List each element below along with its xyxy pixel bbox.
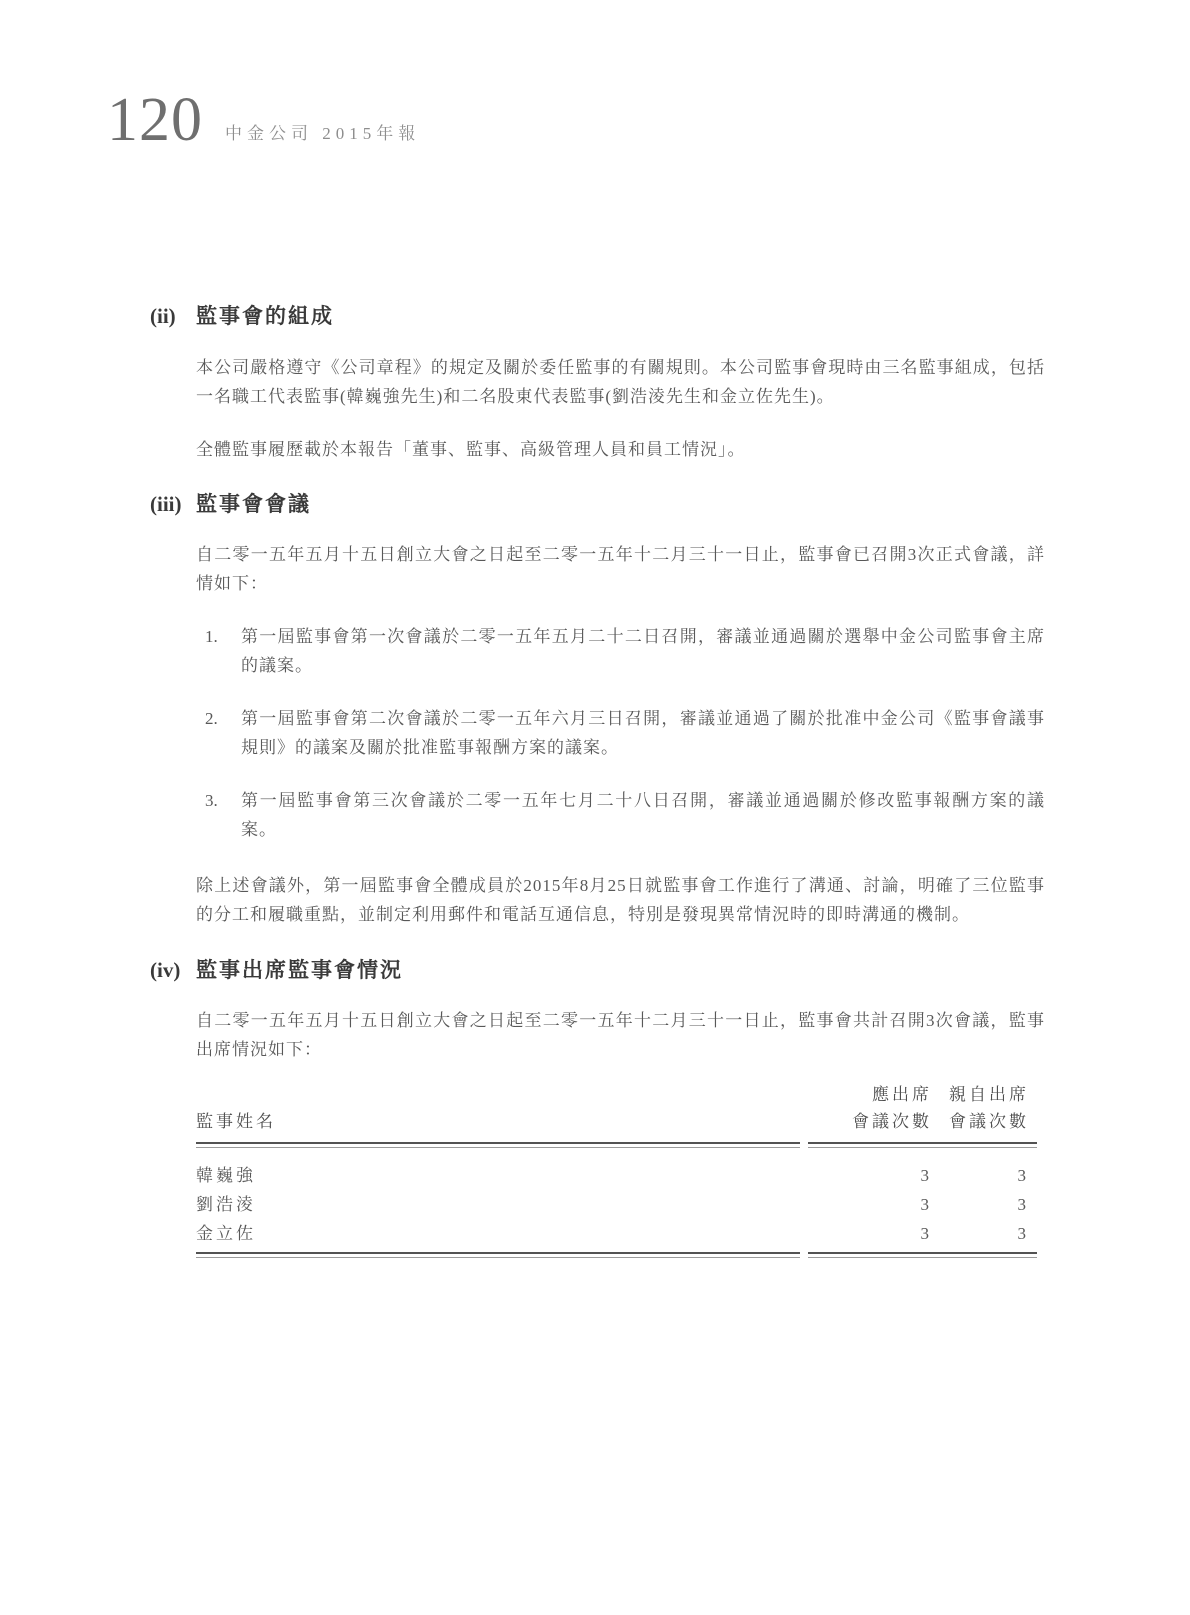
attended-meetings: 3 <box>1017 1195 1029 1214</box>
page-number: 120 <box>107 86 203 154</box>
list-item-text: 第一屆監事會第三次會議於二零一五年七月二十八日召開，審議並通過關於修改監事報酬方案的議案。 <box>241 791 1045 839</box>
page-content <box>150 300 1045 1258</box>
table-row <box>196 1190 1045 1219</box>
table-row <box>196 1161 1045 1190</box>
list-item-number: 1. <box>205 627 218 646</box>
section-heading-ii <box>150 300 1045 330</box>
supervisor-name: 劉浩淩 <box>196 1195 256 1214</box>
list-item <box>196 786 1045 844</box>
section-title: 監事會的組成 <box>196 304 334 328</box>
section-heading-iv <box>150 954 1045 984</box>
paragraph: 全體監事履歷載於本報告「董事、監事、高級管理人員和員工情況」。 <box>196 440 746 459</box>
column-header-required-attendance: 應出席 會議次數 <box>852 1085 932 1131</box>
doc-title: 中金公司 2015年報 <box>225 124 421 143</box>
table-header-row <box>196 1081 1045 1135</box>
attended-meetings: 3 <box>1017 1166 1029 1185</box>
list-item-text: 第一屆監事會第一次會議於二零一五年五月二十二日召開，審議並通過關於選舉中金公司監事會主席的議案。 <box>241 627 1045 675</box>
attended-meetings: 3 <box>1017 1224 1029 1243</box>
table-bottom-rule <box>196 1252 1045 1258</box>
required-meetings: 3 <box>920 1195 932 1214</box>
column-header-personal-attendance: 親自出席 會議次數 <box>949 1085 1029 1131</box>
section-title: 監事會會議 <box>196 492 311 516</box>
list-item <box>196 622 1045 680</box>
column-header-supervisor-name: 監事姓名 <box>196 1112 276 1131</box>
paragraph: 自二零一五年五月十五日創立大會之日起至二零一五年十二月三十一日止，監事會已召開3次正式會議，詳情如下： <box>196 545 1045 593</box>
list-item-text: 第一屆監事會第二次會議於二零一五年六月三日召開，審議並通過了關於批准中金公司《監事會議事規則》的議案及關於批准監事報酬方案的議案。 <box>241 709 1045 757</box>
attendance-table <box>196 1081 1045 1258</box>
table-header-rule <box>196 1142 1045 1148</box>
supervisor-name: 金立佐 <box>196 1224 256 1243</box>
table-row <box>196 1219 1045 1248</box>
section-title: 監事出席監事會情況 <box>196 958 403 982</box>
section-label: (iv) <box>150 958 181 982</box>
paragraph: 本公司嚴格遵守《公司章程》的規定及關於委任監事的有關規則。本公司監事會現時由三名監事組成，包括一名職工代表監事(韓巍強先生)和二名股東代表監事(劉浩淩先生和金立佐先生)。 <box>196 358 1045 406</box>
list-item-number: 3. <box>205 791 218 810</box>
list-item-number: 2. <box>205 709 218 728</box>
list-item <box>196 704 1045 762</box>
required-meetings: 3 <box>920 1166 932 1185</box>
supervisor-name: 韓巍強 <box>196 1166 256 1185</box>
paragraph: 除上述會議外，第一屆監事會全體成員於2015年8月25日就監事會工作進行了溝通、討論，明確了三位監事的分工和履職重點，並制定利用郵件和電話互通信息，特別是發現異常情況時的即時溝通的機制。 <box>196 876 1045 924</box>
section-heading-iii <box>150 488 1045 518</box>
paragraph: 自二零一五年五月十五日創立大會之日起至二零一五年十二月三十一日止，監事會共計召開3次會議，監事出席情況如下： <box>196 1011 1045 1059</box>
running-head <box>107 86 421 154</box>
section-label: (ii) <box>150 304 176 328</box>
section-label: (iii) <box>150 492 182 516</box>
meeting-list <box>196 622 1045 844</box>
required-meetings: 3 <box>920 1224 932 1243</box>
table-body <box>196 1148 1045 1248</box>
